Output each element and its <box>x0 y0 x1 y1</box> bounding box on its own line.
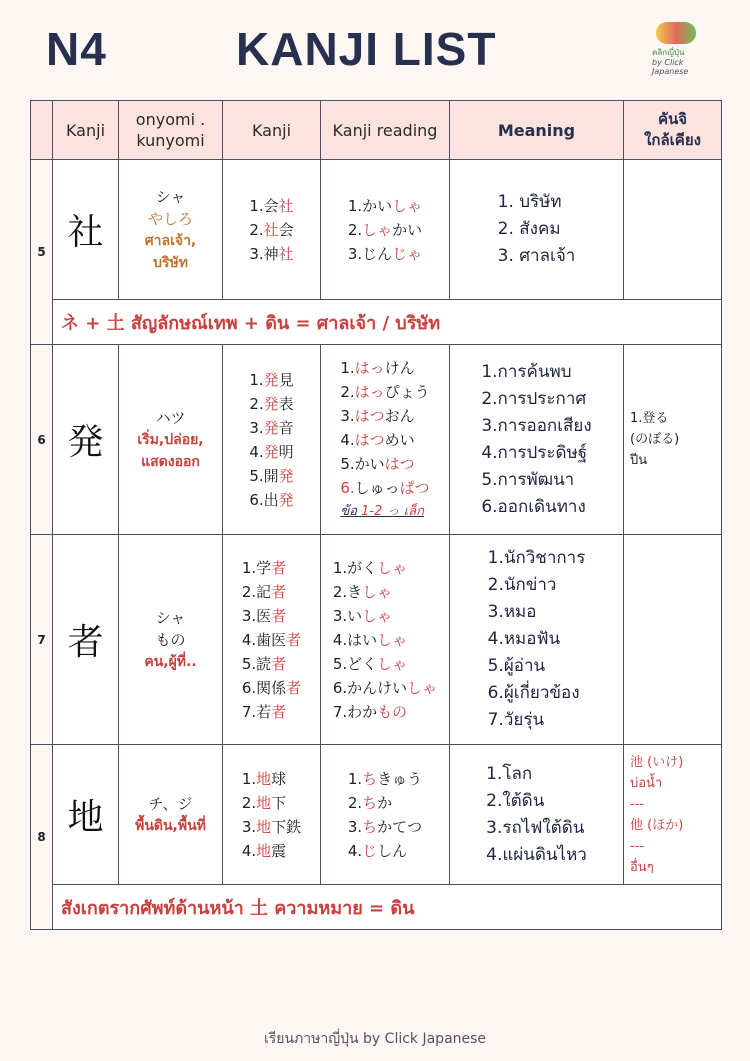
kanji-reading <box>348 839 422 863</box>
highlight-text: 者 <box>271 654 287 673</box>
meaning-item: 2. สังคม <box>497 219 561 239</box>
text-segment: しゅっ <box>354 478 400 497</box>
text-segment: 1.がく <box>332 558 378 577</box>
text-segment: 下 <box>271 793 287 812</box>
row-number: 5 <box>31 160 53 345</box>
kanji-word <box>242 839 301 863</box>
reading-list <box>348 767 422 863</box>
kanji-reading <box>333 676 437 700</box>
meaning-item: 1.โลก <box>486 763 533 784</box>
text-segment: 震 <box>271 841 287 860</box>
highlight-text: はつ <box>354 406 385 425</box>
highlight-text: はつ <box>354 430 385 449</box>
page-title: KANJI LIST <box>236 23 497 75</box>
text-segment: めい <box>384 430 415 449</box>
text-segment: しん <box>377 841 408 860</box>
text-segment: 2.き <box>332 582 363 601</box>
similar-kanji-line: 池 (いけ) <box>630 754 684 770</box>
row-number: 8 <box>31 745 53 930</box>
meaning-cell <box>450 160 624 300</box>
text-segment: 5.かい <box>340 454 385 473</box>
kanji-word-list <box>242 767 301 863</box>
header-similar-2: ใกล้เคียง <box>644 131 701 149</box>
text-segment: 2. <box>249 394 264 413</box>
onyomi-kunyomi-cell <box>119 535 223 745</box>
highlight-text: しゃ <box>377 654 408 673</box>
kanji-reading <box>340 476 429 500</box>
meaning-item: 3. ศาลเจ้า <box>497 246 576 266</box>
meaning-item: 1.นักวิชาการ <box>487 548 586 568</box>
header-similar-1: คันจิ <box>657 110 688 128</box>
text-segment: 2. <box>241 793 257 812</box>
highlight-text: しゃ <box>362 606 393 625</box>
header-kunyomi: kunyomi <box>136 131 205 150</box>
text-segment: 5.どく <box>332 654 378 673</box>
kanji-reading <box>333 700 437 724</box>
kanji-word <box>242 556 301 580</box>
header-onyomi-kunyomi <box>119 101 223 160</box>
kanji-reading-cell <box>321 345 450 535</box>
similar-kanji-line: 他 (ほか) <box>630 817 684 833</box>
reading-line: シャ <box>155 608 186 627</box>
kanji-words-cell <box>223 160 321 300</box>
text-segment: 球 <box>271 769 287 788</box>
highlight-text: 者 <box>286 630 302 649</box>
row-number: 6 <box>31 345 53 535</box>
reading-line: แสดงออก <box>141 453 200 470</box>
highlight-text: ち <box>362 769 378 788</box>
kanji-reading <box>340 428 429 452</box>
highlight-text: しゃ <box>362 220 393 239</box>
meaning-item: 3.รถไฟใต้ดิน <box>486 817 585 838</box>
meaning-item: 4.แผ่นดินไหว <box>486 844 587 865</box>
highlight-text: 発 <box>263 370 279 389</box>
kanji-word <box>242 628 301 652</box>
meaning-list <box>488 545 586 734</box>
logo-graphic <box>656 22 696 44</box>
highlight-text: 者 <box>286 678 302 697</box>
kanji-row <box>31 160 722 300</box>
kanji-row <box>31 345 722 535</box>
text-segment: 見 <box>278 370 294 389</box>
kanji-word <box>242 652 301 676</box>
kanji-reading-cell <box>321 535 450 745</box>
header-number <box>31 101 53 160</box>
reading-line: やしろ <box>147 209 193 228</box>
text-segment: 4. <box>340 430 355 449</box>
highlight-text: はつ <box>384 454 415 473</box>
text-segment: 3.医 <box>241 606 272 625</box>
mnemonic-note: สังเกตรากศัพท์ด้านหน้า 土 ความหมาย = ดิน <box>53 885 722 930</box>
header-kanji-words: Kanji <box>223 101 321 160</box>
kanji-word <box>242 580 301 604</box>
text-segment: 7.若 <box>241 702 272 721</box>
header-kanji-reading: Kanji reading <box>321 101 450 160</box>
onyomi-kunyomi-cell <box>119 160 223 300</box>
meaning-item: 1. บริษัท <box>497 192 562 212</box>
similar-kanji-line: (のぼる) <box>630 432 680 447</box>
text-segment: 表 <box>278 394 294 413</box>
similar-kanji-line: --- <box>630 796 645 812</box>
text-segment: 3.じん <box>347 244 393 263</box>
highlight-text: 地 <box>256 769 272 788</box>
logo-text: คลิกญี่ปุ่น <box>652 48 685 57</box>
highlight-text: 発 <box>263 418 279 437</box>
kanji-reading <box>333 556 437 580</box>
footer: เรียนภาษาญี่ปุ่น by Click Japanese <box>263 1031 487 1047</box>
highlight-text: はっ <box>354 382 385 401</box>
highlight-text: しゃ <box>377 558 408 577</box>
meaning-item: 7.วัยรุ่น <box>487 710 545 730</box>
similar-kanji-cell <box>624 160 722 300</box>
kanji-word <box>249 440 293 464</box>
reading-line: เริ่ม,ปล่อย, <box>137 431 204 448</box>
text-segment: 2. <box>347 220 363 239</box>
highlight-text: 者 <box>271 582 287 601</box>
kanji-character: 者 <box>53 535 119 745</box>
kanji-reading-cell <box>321 160 450 300</box>
highlight-text: 1-2 っ เล็ก <box>361 503 424 519</box>
mnemonic-row <box>31 300 722 345</box>
onyomi-kunyomi-cell <box>119 745 223 885</box>
similar-kanji-cell <box>624 345 722 535</box>
meaning-list <box>498 189 576 270</box>
kanji-reading <box>333 628 437 652</box>
kanji-row <box>31 745 722 885</box>
kanji-character: 社 <box>53 160 119 300</box>
text-segment: ぴょう <box>384 382 430 401</box>
kanji-word <box>249 416 293 440</box>
text-segment: きゅう <box>377 769 423 788</box>
kanji-reading <box>333 580 437 604</box>
kanji-word <box>242 700 301 724</box>
text-segment: 2. <box>249 220 264 239</box>
meaning-item: 4.หมอฟัน <box>487 629 561 649</box>
kanji-word-list <box>242 556 301 724</box>
kanji-word <box>242 791 301 815</box>
text-segment: 7.わか <box>332 702 378 721</box>
text-segment: おん <box>384 406 415 425</box>
kanji-words-cell <box>223 535 321 745</box>
meaning-item: 5.การพัฒนา <box>481 469 575 490</box>
highlight-text: 発 <box>263 394 279 413</box>
kanji-row <box>31 535 722 745</box>
highlight-text: 発 <box>278 490 294 509</box>
kanji-reading <box>333 604 437 628</box>
kanji-word <box>242 767 301 791</box>
kanji-word <box>249 488 293 512</box>
highlight-text: 者 <box>271 606 287 625</box>
meaning-item: 3.การออกเสียง <box>481 415 592 436</box>
meaning-item: 3.หมอ <box>487 602 537 622</box>
reading-line: チ、ジ <box>148 794 193 813</box>
meaning-list <box>486 761 587 869</box>
highlight-text: しゃ <box>392 196 423 215</box>
kanji-reading <box>348 767 422 791</box>
header-similar-kanji <box>624 101 722 160</box>
meaning-item: 2.นักข่าว <box>487 575 557 595</box>
reading-list <box>340 356 429 524</box>
highlight-text: しゃ <box>377 630 408 649</box>
meaning-list <box>481 359 591 521</box>
text-segment: 2. <box>340 382 355 401</box>
reading-note <box>340 500 429 524</box>
meaning-item: 6.ออกเดินทาง <box>481 496 586 517</box>
kanji-word-list <box>249 194 293 266</box>
text-segment: かてつ <box>377 817 423 836</box>
kanji-word <box>249 368 293 392</box>
text-segment: 1.学 <box>241 558 272 577</box>
level-label: N4 <box>46 23 107 75</box>
header-kanji: Kanji <box>53 101 119 160</box>
text-segment: 4.歯医 <box>241 630 287 649</box>
text-segment: 3.神 <box>249 244 279 263</box>
highlight-text: 社 <box>263 220 279 239</box>
reading-line: もの <box>155 630 186 649</box>
text-segment: 1. <box>241 769 257 788</box>
kanji-reading <box>348 242 422 266</box>
text-segment: 4. <box>241 841 257 860</box>
reading-list <box>348 194 422 266</box>
text-segment: 4.はい <box>332 630 378 649</box>
kanji-character: 発 <box>53 345 119 535</box>
meaning-item: 1.การค้นพบ <box>481 361 572 382</box>
text-segment: かい <box>392 220 423 239</box>
text-segment: 音 <box>278 418 294 437</box>
kanji-word <box>249 242 293 266</box>
kanji-reading <box>340 380 429 404</box>
meaning-item: 4.การประดิษฐ์ <box>481 442 588 463</box>
text-segment: 6.関係 <box>241 678 287 697</box>
highlight-text: 地 <box>256 841 272 860</box>
meaning-item: 6.ผู้เกี่ยวข้อง <box>487 683 580 703</box>
kanji-reading <box>348 815 422 839</box>
text-segment: 2.記 <box>241 582 272 601</box>
highlight-text: 者 <box>271 702 287 721</box>
highlight-text: ち <box>362 793 378 812</box>
meaning-item: 5.ผู้อ่าน <box>487 656 546 676</box>
text-segment: 4. <box>249 442 264 461</box>
click-japanese-logo <box>648 22 718 76</box>
highlight-text: はっ <box>354 358 385 377</box>
text-segment: 6.出 <box>249 490 279 509</box>
text-segment: か <box>377 793 393 812</box>
highlight-text: ち <box>362 817 378 836</box>
row-number: 7 <box>31 535 53 745</box>
highlight-text: 6. <box>340 478 355 497</box>
reading-line: ハツ <box>155 408 186 427</box>
kanji-word <box>249 392 293 416</box>
meaning-item: 2.ใต้ดิน <box>486 790 545 811</box>
kanji-word <box>249 218 293 242</box>
similar-kanji-line: 1.登る <box>630 411 669 426</box>
kanji-word <box>242 604 301 628</box>
kanji-reading <box>348 791 422 815</box>
reading-line: シャ <box>155 187 186 206</box>
kanji-reading <box>340 452 429 476</box>
highlight-text: 社 <box>278 196 294 215</box>
kanji-reading <box>340 356 429 380</box>
text-segment: 1. <box>347 769 363 788</box>
text-segment: 3. <box>340 406 355 425</box>
kanji-reading <box>333 652 437 676</box>
header-onyomi: onyomi . <box>135 110 206 129</box>
kanji-reading <box>348 194 422 218</box>
meaning-item: 2.การประกาศ <box>481 388 587 409</box>
text-segment: 会 <box>278 220 294 239</box>
highlight-text: ぱつ <box>399 478 430 497</box>
kanji-word <box>242 815 301 839</box>
meaning-cell <box>450 745 624 885</box>
highlight-text: 者 <box>271 558 287 577</box>
highlight-text: しゃ <box>362 582 393 601</box>
text-segment: 6.かんけい <box>332 678 408 697</box>
kanji-word <box>249 194 293 218</box>
meaning-cell <box>450 345 624 535</box>
logo-subtext: by Click Japanese <box>652 58 689 76</box>
text-segment: 3. <box>249 418 264 437</box>
text-segment: 1. <box>340 358 355 377</box>
highlight-text: しゃ <box>407 678 438 697</box>
highlight-text: 社 <box>278 244 294 263</box>
highlight-text: じ <box>362 841 378 860</box>
text-segment: 3. <box>241 817 257 836</box>
text-segment: 1.かい <box>347 196 393 215</box>
similar-kanji-line: อื่นๆ <box>630 859 654 875</box>
highlight-text: じゃ <box>392 244 423 263</box>
reading-line: พื้นดิน,พื้นที่ <box>135 817 206 834</box>
similar-kanji-line: บ่อน้ำ <box>630 775 663 791</box>
text-segment: 1. <box>249 370 264 389</box>
reading-list <box>333 556 437 724</box>
kanji-table <box>30 100 722 930</box>
text-segment: 明 <box>278 442 294 461</box>
highlight-text: 地 <box>256 793 272 812</box>
kanji-word <box>242 676 301 700</box>
header-meaning: Meaning <box>450 101 624 160</box>
highlight-text: 発 <box>263 442 279 461</box>
table-header <box>31 101 722 160</box>
reading-line: ศาลเจ้า, <box>144 232 197 249</box>
text-segment: 1.会 <box>249 196 279 215</box>
kanji-reading <box>340 404 429 428</box>
kanji-word <box>249 464 293 488</box>
text-segment: 5.開 <box>249 466 279 485</box>
similar-kanji-cell <box>624 535 722 745</box>
reading-line: คน,ผู้ที่.. <box>144 653 197 670</box>
text-segment: ข้อ <box>340 503 362 519</box>
text-segment: 下鉄 <box>271 817 302 836</box>
text-segment: 3.い <box>332 606 363 625</box>
kanji-words-cell <box>223 745 321 885</box>
kanji-reading-cell <box>321 745 450 885</box>
highlight-text: もの <box>377 702 408 721</box>
kanji-words-cell <box>223 345 321 535</box>
kanji-word-list <box>249 368 293 512</box>
highlight-text: 地 <box>256 817 272 836</box>
meaning-cell <box>450 535 624 745</box>
similar-kanji-line: ปีน <box>630 453 648 468</box>
kanji-character: 地 <box>53 745 119 885</box>
text-segment: 5.読 <box>241 654 272 673</box>
similar-kanji-cell <box>624 745 722 885</box>
onyomi-kunyomi-cell <box>119 345 223 535</box>
text-segment: けん <box>384 358 415 377</box>
highlight-text: 発 <box>278 466 294 485</box>
text-segment: 3. <box>347 817 363 836</box>
text-segment: 4. <box>347 841 363 860</box>
mnemonic-note: ネ + 土 สัญลักษณ์เทพ + ดิน = ศาลเจ้า / บริษัท <box>53 300 722 345</box>
similar-kanji-line: --- <box>630 838 645 854</box>
reading-line: บริษัท <box>153 254 188 271</box>
mnemonic-row <box>31 885 722 930</box>
kanji-reading <box>348 218 422 242</box>
text-segment: 2. <box>347 793 363 812</box>
